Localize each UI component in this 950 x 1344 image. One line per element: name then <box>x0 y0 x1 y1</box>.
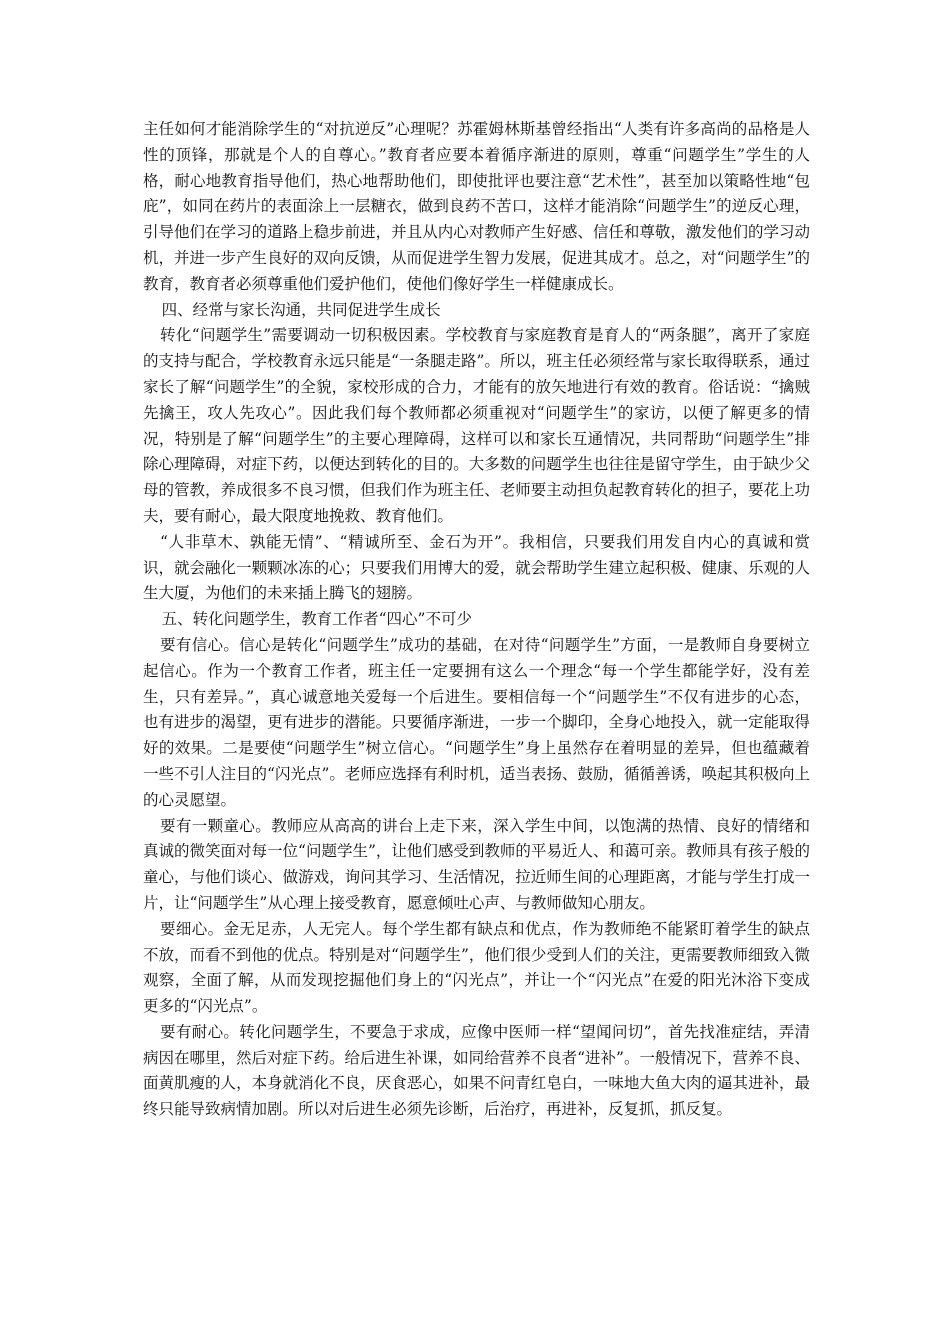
paragraph-continuation: 主任如何才能消除学生的“对抗逆反”心理呢？苏霍姆林斯基曾经指出“人类有许多高尚的品格是人性的顶锋，那就是个人的自尊心。”教育者应要本着循序渐进的原则，尊重“问题学生”学生的人格，耐心地教育指导他们，热心地帮助他们，即使批评也要注意“艺术性”，甚至加以策略性地“包庇”，如同在药片的表面涂上一层糖衣，做到良药不苦口，这样才能消除“问题学生”的逆反心理，引导他们在学习的道路上稳步前进，并且从内心对教师产生好感、信任和尊敬，激发他们的学习动机，并进一步产生良好的双向反馈，从而促进学生智力发展，促进其成才。总之，对“问题学生”的教育，教育者必须尊重他们爱护他们，使他们像好学生一样健康成长。 <box>143 120 810 293</box>
paragraph-carefulness: 要细心。金无足赤，人无完人。每个学生都有缺点和优点，作为教师绝不能紧盯着学生的缺点不放，而看不到他的优点。特别是对“问题学生”，他们很少受到人们的关注，更需要教师细致入微观察，全面了解，从而发现挖掘他们身上的“闪光点”，并让一个“闪光点”在爱的阳光沐浴下变成更多的“闪光点”。 <box>143 919 810 1016</box>
paragraph-confidence: 要有信心。信心是转化“问题学生”成功的基础，在对待“问题学生”方面，一是教师自身要树立起信心。作为一个教育工作者，班主任一定要拥有这么一个理念“每一个学生都能学好，没有差生，只有差异。”，真心诚意地关爱每一个后进生。要相信每一个“问题学生”不仅有进步的心态，也有进步的渴望，更有进步的潜能。只要循序渐进，一步一个脚印，全身心地投入，就一定能取得好的效果。二是要使“问题学生”树立信心。“问题学生”身上虽然存在着明显的差异，但也蕴藏着一些不引人注目的“闪光点”。老师应选择有利时机，适当表扬、鼓励，循循善诱，唤起其积极向上的心灵愿望。 <box>143 635 810 809</box>
document-body <box>143 117 810 1123</box>
section-heading-5: 五、转化问题学生，教育工作者“四心”不可少 <box>161 610 472 629</box>
paragraph-family-communication: 转化“问题学生”需要调动一切积极因素。学校教育与家庭教育是育人的“两条腿”，离开了家庭的支持与配合，学校教育永远只能是“一条腿走路”。所以，班主任必须经常与家长取得联系，通过家长了解“问题学生”的全貌，家校形成的合力，才能有的放矢地进行有效的教育。俗话说：“擒贼先擒王，攻人先攻心”。因此我们每个教师都必须重视对“问题学生”的家访，以便了解更多的情况，特别是了解“问题学生”的主要心理障碍，这样可以和家长互通情况，共同帮助“问题学生”排除心理障碍，对症下药，以便达到转化的目的。大多数的问题学生也往往是留守学生，由于缺少父母的管教，养成很多不良习惯，但我们作为班主任、老师要主动担负起教育转化的担子，要花上功夫，要有耐心，最大限度地挽救、教育他们。 <box>143 326 810 525</box>
paragraph-childlike-heart: 要有一颗童心。教师应从高高的讲台上走下来，深入学生中间，以饱满的热情、良好的情绪和真诚的微笑面对每一位“问题学生”，让他们感受到教师的平易近人、和蔼可亲。教师具有孩子般的童心，与他们谈心、做游戏，询问其学习、生活情况，拉近师生间的心理距离，才能与学生打成一片，让“问题学生”从心理上接受教育，愿意倾吐心声、与教师做知心朋友。 <box>143 816 810 912</box>
paragraph-conclusion-quote: “人非草木、孰能无情”、“精诚所至、金石为开”。我相信，只要我们用发自内心的真诚和赏识，就会融化一颗颗冰冻的心；只要我们用博大的爱，就会帮助学生建立起积极、健康、乐观的人生大厦，为他们的未来插上腾飞的翅膀。 <box>143 532 810 603</box>
paragraph-patience: 要有耐心。转化问题学生，不要急于求成，应像中医师一样“望闻问切”，首先找准症结，弄清病因在哪里，然后对症下药。给后进生补课，如同给营养不良者“进补”。一般情况下，营养不良、面黄肌瘦的人，本身就消化不良，厌食恶心，如果不问青红皂白，一味地大鱼大肉的逼其进补，最终只能导致病情加剧。所以对后进生必须先诊断，后治疗，再进补，反复抓，抓反复。 <box>143 1022 810 1119</box>
section-heading-4: 四、经常与家长沟通，共同促进学生成长 <box>161 300 441 319</box>
